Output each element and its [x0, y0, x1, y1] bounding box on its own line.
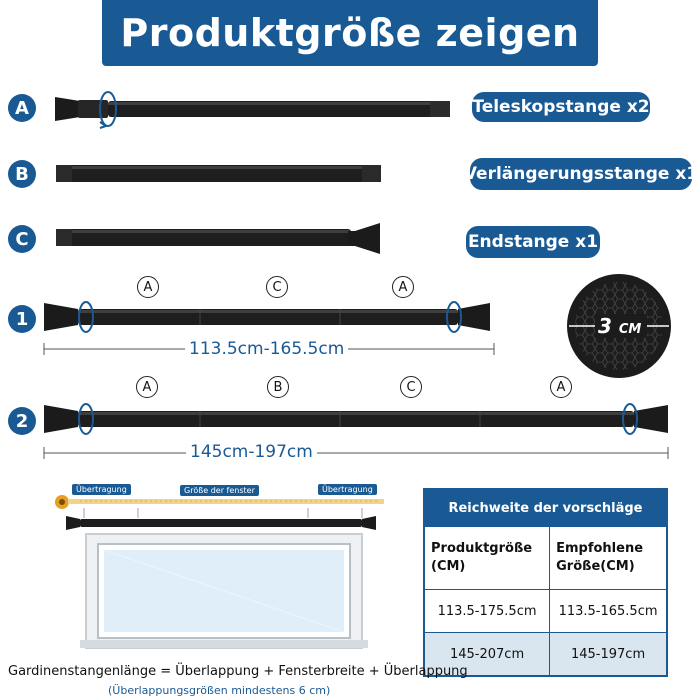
config-2-part-letter: B: [267, 376, 289, 398]
end-cap-diameter-unit: CM: [618, 322, 642, 337]
part-a-badge: [8, 94, 36, 122]
config-2-part-letter: C: [400, 376, 422, 398]
config-2-part-letter: A: [136, 376, 158, 398]
overlap-right-tag: Übertragung: [318, 484, 377, 495]
config-2-badge: [8, 407, 36, 435]
recommended-size-header-line1: Empfohlene: [556, 541, 644, 556]
config-1-part-letter: A: [392, 276, 414, 298]
extension-rod-image: [50, 160, 390, 190]
window-size-tag: Größe der fenster: [180, 485, 259, 496]
overlap-note: (Überlappungsgrößen mindestens 6 cm): [108, 684, 331, 697]
part-a-label: Teleskopstange x2: [472, 92, 650, 122]
product-size-cell: 145-207cm: [424, 633, 550, 677]
config-1-badge: [8, 305, 36, 333]
config-1-badge-number: 1: [15, 308, 29, 330]
end-cap-diameter-value: 3: [598, 314, 612, 338]
config-1-rod-image: [40, 296, 500, 340]
part-b-badge-letter: B: [15, 163, 29, 185]
part-b-badge: [8, 160, 36, 188]
table-row: [424, 590, 667, 633]
recommended-size-header-line2: Größe(CM): [556, 559, 635, 574]
part-c-badge-letter: C: [15, 228, 29, 250]
config-2-badge-number: 2: [15, 410, 29, 432]
window-diagram: [50, 494, 390, 652]
config-2-rod-image: [40, 398, 672, 442]
part-a-badge-letter: A: [15, 97, 29, 119]
product-size-header-line2: (CM): [431, 559, 466, 574]
config-2-measure-line: [40, 444, 672, 462]
part-c-label: Endstange x1: [466, 226, 600, 258]
recommendation-table-title: Reichweite der vorschläge: [424, 489, 667, 527]
part-c-badge: [8, 225, 36, 253]
config-2-range: 145cm-197cm: [186, 442, 317, 462]
product-size-header: [424, 527, 550, 590]
part-b-label: Verlängerungsstange x1: [470, 158, 692, 190]
title-banner: [102, 0, 598, 66]
telescopic-rod-image: [50, 86, 460, 132]
product-size-cell: 113.5-175.5cm: [424, 590, 550, 633]
overlap-left-tag: Übertragung: [72, 484, 131, 495]
recommended-size-cell: 145-197cm: [550, 633, 667, 677]
config-1-range: 113.5cm-165.5cm: [185, 339, 348, 359]
page-title: Produktgröße zeigen: [120, 11, 580, 55]
recommended-size-header: [550, 527, 667, 590]
config-2-part-letter: A: [550, 376, 572, 398]
end-cap-diameter: [598, 314, 641, 338]
recommended-size-cell: 113.5-165.5cm: [550, 590, 667, 633]
config-1-part-letter: C: [266, 276, 288, 298]
recommendation-table: [423, 488, 668, 677]
config-1-part-letter: A: [137, 276, 159, 298]
end-rod-image: [50, 220, 390, 260]
length-formula: Gardinenstangenlänge = Überlappung + Fensterbreite + Überlappung: [8, 664, 468, 679]
product-size-header-line1: Produktgröße: [431, 541, 533, 556]
